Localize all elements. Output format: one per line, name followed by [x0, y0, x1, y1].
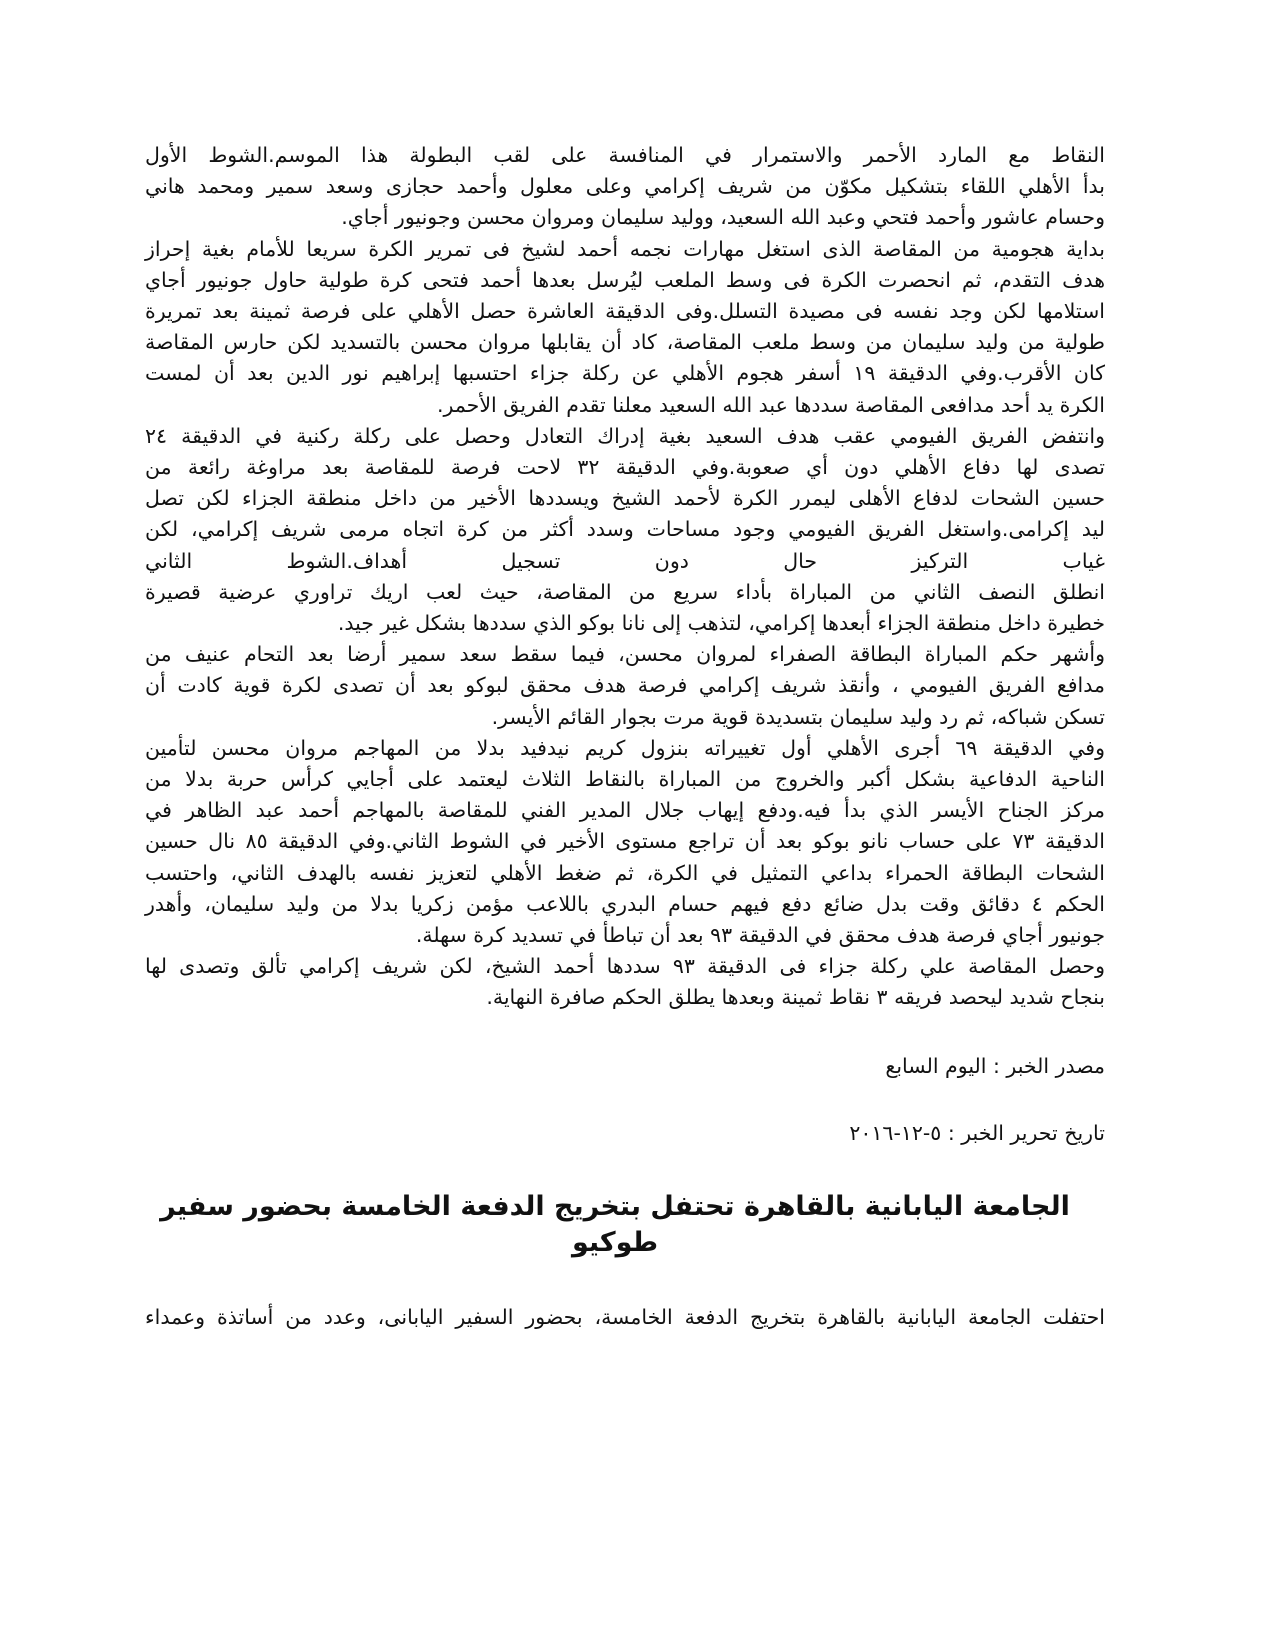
article-line: النقاط مع المارد الأحمر والاستمرار في المنافسة على لقب البطولة هذا الموسم.الشوط الأول	[145, 143, 1105, 167]
news-source: مصدر الخبر : اليوم السابع	[885, 1053, 1105, 1078]
article-line: بنجاح شديد ليحصد فريقه ٣ نقاط ثمينة وبعدها يطلق الحكم صافرة النهاية.	[486, 985, 1105, 1010]
article-line: استلامها لكن وجد نفسه فى مصيدة التسلل.وفى الدقيقة العاشرة حصل الأهلي على فرصة ثمينة بعد تمريرة	[145, 299, 1105, 324]
article-line: بدأ الأهلي اللقاء بتشكيل مكوّن من شريف إكرامي وعلى معلول وأحمد حجازى وسعد سمير ومحمد هاني	[145, 174, 1105, 199]
article-line: بداية هجومية من المقاصة الذى استغل مهارات نجمه أحمد لشيخ فى تمرير الكرة سريعا للأمام بغية إحراز	[145, 236, 1105, 261]
article-line: خطيرة داخل منطقة الجزاء أبعدها إكرامي، لتذهب إلى نانا بوكو الذي سددها بشكل غير جيد.	[337, 611, 1105, 636]
article-line: الكرة يد أحد مدافعى المقاصة سددها عبد الله السعيد معلنا تقدم الفريق الأحمر.	[437, 392, 1105, 417]
article-line: انطلق النصف الثاني من المباراة بأداء سريع من المقاصة، حيث لعب اريك تراوري عرضية قصيرة	[145, 579, 1105, 604]
article-line: كان الأقرب.وفي الدقيقة ١٩ أسفر هجوم الأهلي عن ركلة جزاء احتسبها إبراهيم نور الدين بعد أن لمست	[145, 361, 1105, 386]
article-line: مركز الجناح الأيسر الذي بدأ فيه.ودفع إيهاب جلال المدير الفني للمقاصة بالمهاجم أحمد عبد الظاهر في	[145, 798, 1105, 823]
article-line: حسين الشحات لدفاع الأهلى ليمرر الكرة لأحمد الشيخ ويسددها الأخير من داخل منطقة الجزاء لكن تصل	[145, 486, 1105, 511]
article-line: تسكن شباكه، ثم رد وليد سليمان بتسديدة قوية مرت بجوار القائم الأيسر.	[491, 704, 1105, 729]
article-line: وأشهر حكم المباراة البطاقة الصفراء لمروان محسن، فيما سقط سعد سمير أرضا بعد التحام عنيف من	[145, 642, 1105, 667]
article-line: الدقيقة ٧٣ على حساب نانو بوكو بعد أن تراجع مستوى الأخير في الشوط الثاني.وفي الدقيقة ٨٥ نال حسين	[145, 829, 1105, 854]
article-line: غياب التركيز حال دون تسجيل أهداف.الشوط الثاني	[145, 548, 1105, 573]
article-headline: الجامعة اليابانية بالقاهرة تحتفل بتخريج الدفعة الخامسة بحضور سفير طوكيو	[160, 1190, 1070, 1258]
article-line: وحسام عاشور وأحمد فتحي وعبد الله السعيد، ووليد سليمان ومروان محسن وجونيور أجاي.	[341, 205, 1105, 230]
article-line: طولية من وليد سليمان من وسط ملعب المقاصة، كاد أن يقابلها مروان محسن بالتسديد لكن حارس المقاصة	[145, 330, 1105, 355]
article-line: هدف التقدم، ثم انحصرت الكرة فى وسط الملعب ليُرسل بعدها أحمد فتحى كرة طولية حاول جونيور أجاي	[145, 267, 1105, 292]
article-line: وحصل المقاصة علي ركلة جزاء فى الدقيقة ٩٣ سددها أحمد الشيخ، لكن شريف إكرامي تألق وتصدى لها	[145, 954, 1105, 979]
article-line: جونيور أجاي فرصة هدف محقق في الدقيقة ٩٣ بعد أن تباطأ في تسديد كرة سهلة.	[415, 923, 1105, 948]
article-line: الحكم ٤ دقائق وقت بدل ضائع دفع فيهم حسام البدري باللاعب مؤمن زكريا بدلا من وليد سليمان، وأهدر	[145, 891, 1105, 916]
article-line: الناحية الدفاعية بشكل أكبر والخروج من المباراة بالنقاط الثلاث ليعتمد على أجايي كرأس حربة بدلا من	[145, 767, 1105, 792]
article-body	[145, 140, 1105, 1014]
document-page	[145, 140, 1105, 1353]
news-date: تاريخ تحرير الخبر : ٥-١٢-٢٠١٦	[849, 1120, 1105, 1145]
article-line: تصدى لها دفاع الأهلي دون أي صعوبة.وفي الدقيقة ٣٢ لاحت فرصة للمقاصة بعد مراوغة رائعة من	[145, 455, 1105, 480]
article-line: ليد إكرامى.واستغل الفريق الفيومي وجود مساحات وسدد أكثر من كرة اتجاه مرمى شريف إكرامي، لكن	[145, 517, 1105, 542]
article-line: مدافع الفريق الفيومي ، وأنقذ شريف إكرامي فرصة هدف محقق لبوكو بعد أن تصدى لكرة قوية كادت أن	[145, 673, 1105, 698]
article-line: وفي الدقيقة ٦٩ أجرى الأهلي أول تغييراته بنزول كريم نيدفيد بدلا من المهاجم مروان محسن لتأمين	[145, 735, 1105, 760]
article-intro: احتفلت الجامعة اليابانية بالقاهرة بتخريج الدفعة الخامسة، بحضور السفير اليابانى، وعدد من أساتذة وعمداء	[145, 1304, 1105, 1329]
article-line: الشحات البطاقة الحمراء بداعي التمثيل في الكرة، ثم ضغط الأهلي لتعزيز نفسه بالهدف الثاني، واحتسب	[145, 860, 1105, 885]
article-line: وانتفض الفريق الفيومي عقب هدف السعيد بغية إدراك التعادل وحصل على ركلة ركنية في الدقيقة ٢٤	[145, 423, 1105, 448]
